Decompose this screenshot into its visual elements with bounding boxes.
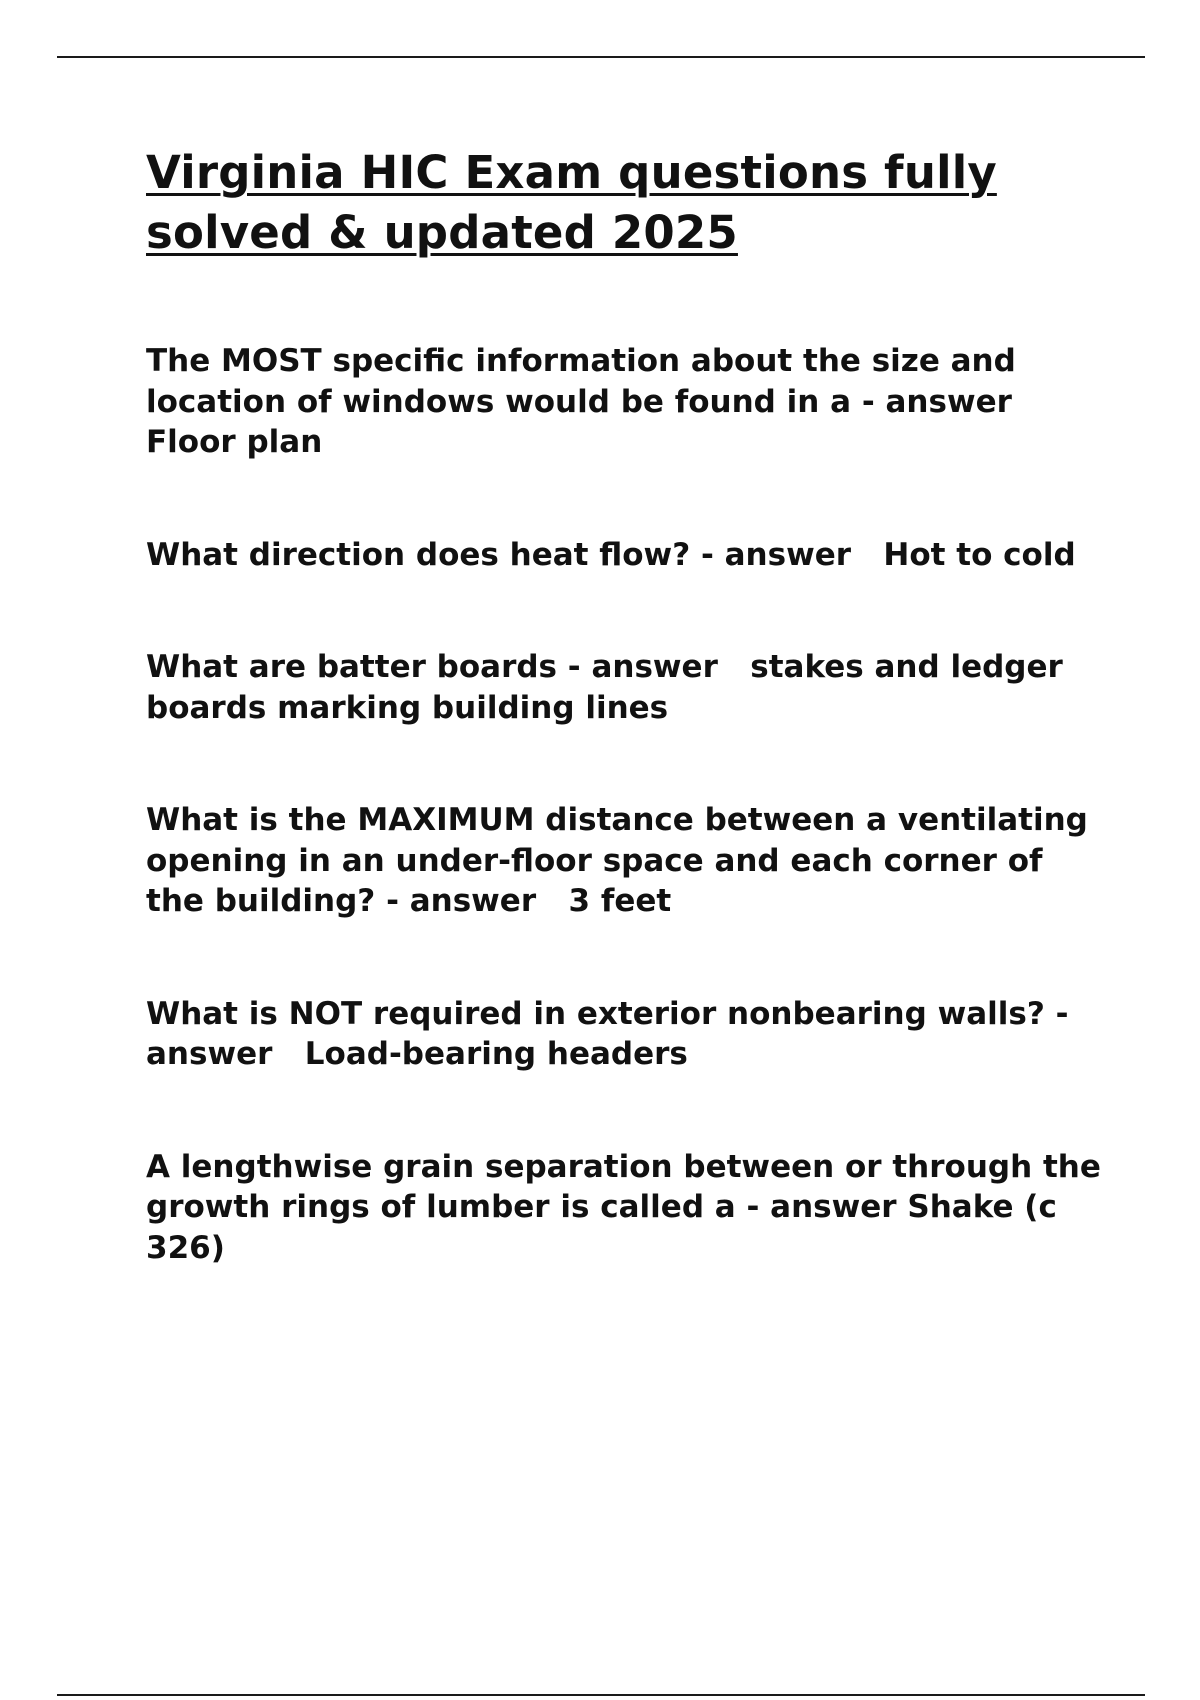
- qa-answer: Load-bearing headers: [304, 1036, 688, 1072]
- qa-question: What are batter boards: [146, 649, 558, 685]
- qa-answer: Floor plan: [146, 424, 323, 460]
- qa-answer: Hot to cold: [883, 536, 1076, 573]
- qa-separator: - answer: [557, 649, 751, 685]
- qa-item: [146, 800, 1106, 922]
- qa-answer: 3 feet: [568, 883, 672, 919]
- qa-separator: - answer: [851, 383, 1023, 420]
- qa-separator: - answer: [375, 883, 569, 919]
- qa-question: What direction does heat flow?: [146, 536, 691, 573]
- qa-list: [146, 341, 1112, 1268]
- qa-separator: - answer: [690, 536, 884, 573]
- bottom-rule: [57, 1694, 1145, 1696]
- qa-item: [146, 994, 1106, 1075]
- qa-question: What is NOT required in exterior nonbearing walls?: [146, 995, 1045, 1032]
- qa-separator: - answer: [146, 995, 1080, 1072]
- top-rule: [57, 56, 1145, 58]
- qa-question: A lengthwise grain separation between or through the growth rings of lumber is called a: [146, 1148, 1112, 1225]
- qa-item: [146, 1147, 1112, 1269]
- document-title: Virginia HIC Exam questions fully solved & updated 2025: [146, 146, 997, 259]
- qa-item: [146, 535, 1106, 576]
- qa-item: [146, 341, 1106, 463]
- qa-item: [146, 647, 1106, 728]
- qa-question: What is the MAXIMUM distance between a ventilating opening in an under-floor space and each corner of the building?: [146, 802, 1099, 919]
- qa-question: The MOST specific information about the size and location of windows would be found in a: [146, 343, 1027, 420]
- document-body: [146, 143, 1112, 1340]
- qa-answer: stakes and ledger boards marking building lines: [146, 649, 1074, 726]
- qa-answer: Shake (c 326): [146, 1189, 1068, 1266]
- qa-separator: - answer: [735, 1189, 908, 1225]
